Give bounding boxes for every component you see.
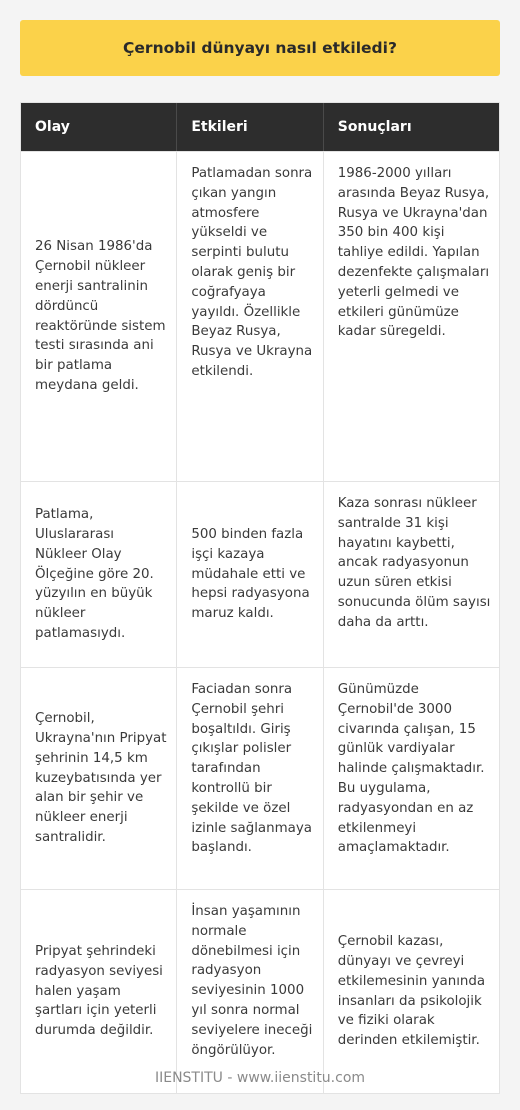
- table-cell-olay: Çernobil, Ukrayna'nın Pripyat şehrinin 14,5 km kuzeybatısında yer alan bir şehir ve nükleer enerji santralidir.: [21, 668, 177, 889]
- table-cell-etkileri: 500 binden fazla işçi kazaya müdahale etti ve hepsi radyasyona maruz kaldı.: [177, 482, 323, 667]
- header-sonuclari: Sonuçları: [337, 119, 412, 135]
- header-etkileri: Etkileri: [177, 103, 323, 151]
- table-cell-olay: Pripyat şehrindeki radyasyon seviyesi halen yaşam şartları için yeterli durumda değildir.: [21, 890, 177, 1093]
- table-row: [21, 667, 499, 889]
- comparison-table: [20, 102, 500, 1094]
- table-cell-etkileri: Patlamadan sonra çıkan yangın atmosfere yükseldi ve serpinti bulutu olarak geniş bir coğrafyaya yayıldı. Özellikle Beyaz Rusya, Rusya ve Ukrayna etkilendi.: [177, 152, 323, 481]
- page-title: Çernobil dünyayı nasıl etkiledi?: [123, 39, 397, 57]
- title-banner: [20, 20, 500, 76]
- table-row: [21, 481, 499, 667]
- table-row: [21, 889, 499, 1093]
- table-cell-sonuclari: Günümüzde Çernobil'de 3000 civarında çalışan, 15 günlük vardiyalar halinde çalışmaktadır. Bu uygulama, radyasyondan en az etkilenmeyi amaçlamaktadır.: [337, 682, 485, 856]
- table-cell-olay: Patlama, Uluslararası Nükleer Olay Ölçeğine göre 20. yüzyılın en büyük nükleer patlamasıydı.: [21, 482, 177, 667]
- header-olay: Olay: [21, 103, 177, 151]
- table-cell-etkileri: İnsan yaşamının normale dönebilmesi için radyasyon seviyesinin 1000 yıl sonra normal seviyelere ineceği öngörülüyor.: [177, 890, 323, 1093]
- table-row: [21, 151, 499, 481]
- table-cell-sonuclari: Çernobil kazası, dünyayı ve çevreyi etkilemesinin yanında insanları da psikolojik ve fiziki olarak derinden etkilemiştir.: [337, 934, 486, 1049]
- table-cell-sonuclari: 1986-2000 yılları arasında Beyaz Rusya, Rusya ve Ukrayna'dan 350 bin 400 kişi tahliye edildi. Yapılan dezenfekte çalışmaları yeterli gelmedi ve etkileri günümüze kadar süregeldi.: [337, 166, 490, 340]
- table-cell-sonuclari: Kaza sonrası nükleer santralde 31 kişi hayatını kaybetti, ancak radyasyonun uzun süren etkisi sonucunda ölüm sayısı daha da arttı.: [337, 496, 491, 630]
- table-header: [21, 103, 499, 151]
- table-cell-olay: 26 Nisan 1986'da Çernobil nükleer enerji santralinin dördüncü reaktöründe sistem testi sırasında ani bir patlama meydana geldi.: [21, 152, 177, 481]
- table-cell-etkileri: Faciadan sonra Çernobil şehri boşaltıldı. Giriş çıkışlar polisler tarafından kontrollü bir şekilde ve özel izinle sağlanmaya başlandı.: [177, 668, 323, 889]
- footer-credit: IIENSTITU - www.iienstitu.com: [154, 1070, 366, 1086]
